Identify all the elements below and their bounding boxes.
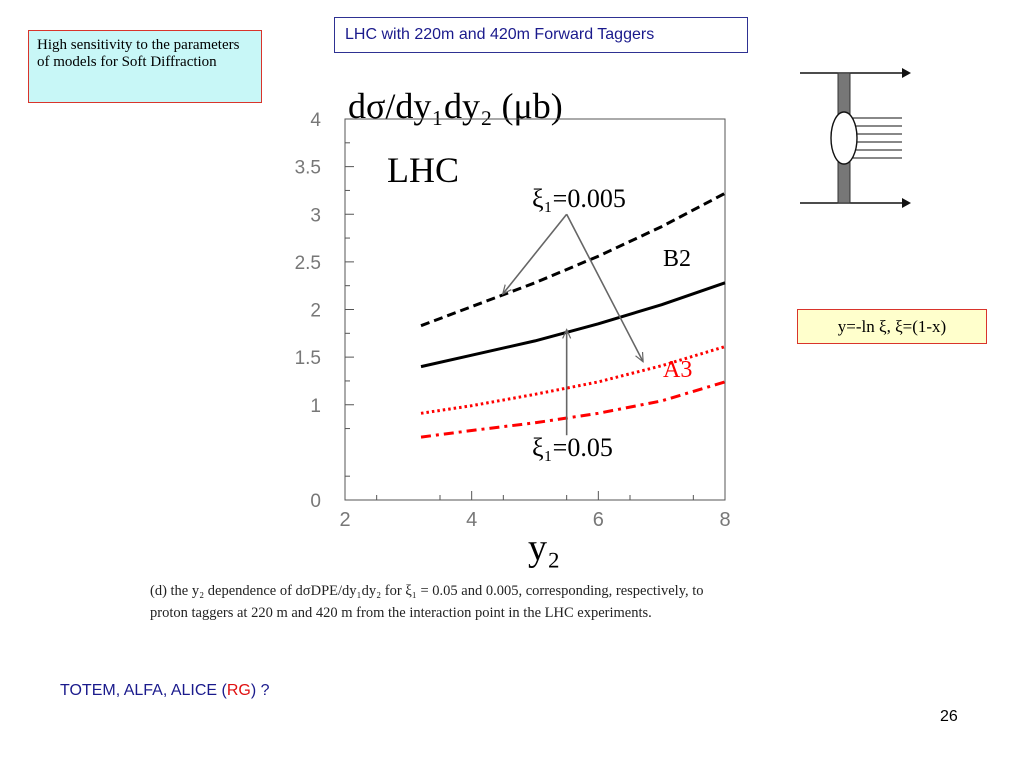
series-dashdot-line — [421, 382, 725, 437]
footer-experiments — [60, 682, 270, 700]
chart-title: dσ/dy₁dy₂ (μb) — [348, 86, 563, 126]
axis-ticks — [295, 110, 731, 531]
footer-text: TOTEM, ALFA, ALICE ( — [60, 682, 227, 699]
annotation-b2: B2 — [663, 246, 692, 272]
annotation-xi-0005: ξ₁=0.005 — [532, 184, 626, 213]
figure-caption — [150, 580, 870, 624]
caption-line-1: (d) the y₂ dependence of dσDPE/dy₁dy₂ for ξ₁ = 0.05 and 0.005, corresponding, respectively, to — [150, 583, 704, 599]
central-system-lines — [850, 118, 902, 158]
y-tick-label: 1 — [310, 395, 321, 417]
caption-line-2: proton taggers at 220 m and 420 m from the interaction point in the LHC experiments. — [150, 605, 652, 621]
x-tick-label: 6 — [592, 509, 604, 531]
proton-diagram — [790, 58, 920, 213]
y-tick-label: 2.5 — [294, 252, 321, 274]
sensitivity-note: High sensitivity to the parameters of models for Soft Diffraction — [28, 30, 262, 103]
footer-rg: RG — [226, 682, 251, 699]
y-tick-label: 0 — [310, 491, 321, 512]
cross-section-chart — [270, 70, 750, 580]
annotation-a3: A3 — [663, 357, 693, 383]
annotation-xi-005: ξ₁=0.05 — [532, 433, 613, 462]
y-tick-label: 3 — [310, 205, 321, 227]
annotation-arrow — [503, 214, 566, 293]
x-tick-label: 4 — [466, 509, 478, 531]
series-solid-line — [421, 283, 725, 367]
upper-arrow-icon — [902, 68, 911, 78]
x-tick-label: 2 — [339, 509, 351, 531]
x-tick-label: 8 — [719, 509, 731, 531]
annotation-arrow — [567, 214, 643, 361]
y-tick-label: 2 — [310, 300, 321, 322]
x-axis-label: y₂ — [528, 527, 561, 569]
rapidity-formula: y=-ln ξ, ξ=(1-x) — [797, 309, 987, 344]
y-tick-label: 4 — [310, 110, 321, 131]
lhc-label: LHC — [387, 150, 459, 190]
y-tick-label: 3.5 — [294, 157, 321, 179]
lower-arrow-icon — [902, 198, 911, 208]
page-number: 26 — [940, 708, 958, 725]
footer-tail: ) ? — [250, 682, 270, 699]
annotation-arrows — [503, 214, 642, 435]
central-blob — [831, 112, 857, 164]
slide-title: LHC with 220m and 420m Forward Taggers — [334, 17, 748, 53]
y-tick-label: 1.5 — [294, 348, 321, 370]
series-lines — [421, 193, 725, 437]
